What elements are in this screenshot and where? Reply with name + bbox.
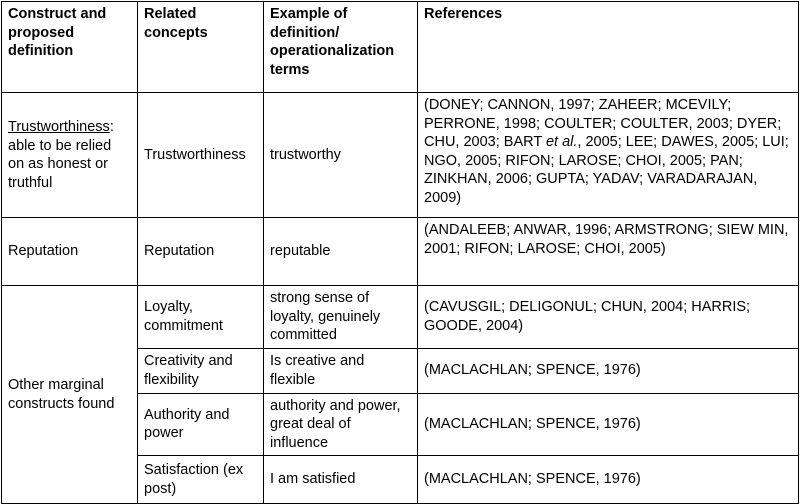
references-cell: (ANDALEEB; ANWAR, 1996; ARMSTRONG; SIEW MIN, 2001; RIFON; LAROSE; CHOI, 2005) bbox=[418, 218, 799, 286]
construct-term: Trustworthiness bbox=[8, 119, 110, 135]
related-cell: Authority and power bbox=[138, 393, 264, 456]
related-cell: Creativity and flexibility bbox=[138, 348, 264, 393]
example-cell: Is creative and flexible bbox=[264, 348, 418, 393]
references-cell: (CAVUSGIL; DELIGONUL; CHUN, 2004; HARRIS; GOODE, 2004) bbox=[418, 286, 799, 349]
construct-cell bbox=[2, 93, 138, 218]
related-cell: Satisfaction (ex post) bbox=[138, 456, 264, 504]
references-cell: (MACLACHLAN; SPENCE, 1976) bbox=[418, 393, 799, 456]
example-cell: reputable bbox=[264, 218, 418, 286]
example-cell: authority and power, great deal of influence bbox=[264, 393, 418, 456]
table-row bbox=[2, 218, 799, 286]
table-row bbox=[2, 93, 799, 218]
related-cell: Trustworthiness bbox=[138, 93, 264, 218]
references-cell: (MACLACHLAN; SPENCE, 1976) bbox=[418, 348, 799, 393]
example-cell: I am satisfied bbox=[264, 456, 418, 504]
references-cell: (MACLACHLAN; SPENCE, 1976) bbox=[418, 456, 799, 504]
example-cell: trustworthy bbox=[264, 93, 418, 218]
header-row bbox=[2, 2, 799, 93]
construct-cell: Other marginal constructs found bbox=[2, 286, 138, 504]
header-references: References bbox=[418, 2, 799, 93]
header-construct: Construct and proposed definition bbox=[2, 2, 138, 93]
example-cell: strong sense of loyalty, genuinely committed bbox=[264, 286, 418, 349]
related-cell: Loyalty, commitment bbox=[138, 286, 264, 349]
construct-definition: : able to be relied on as honest or truthful bbox=[8, 119, 114, 191]
header-example: Example of definition/ operationalization terms bbox=[264, 2, 418, 93]
related-cell: Reputation bbox=[138, 218, 264, 286]
table-row bbox=[2, 286, 799, 349]
references-cell: (DONEY; CANNON, 1997; ZAHEER; MCEVILY; PERRONE, 1998; COULTER; COULTER, 2003; DYER; CHU, 2003; BART et al., 2005; LEE; DAWES, 2005; LUI; NGO, 2005; RIFON; LAROSE; CHOI, 2005; PAN; ZINKHAN, 2006; GUPTA; YADAV; VARADARAJAN, 2009) bbox=[418, 93, 799, 218]
constructs-table bbox=[1, 1, 799, 504]
header-related: Related concepts bbox=[138, 2, 264, 93]
construct-cell: Reputation bbox=[2, 218, 138, 286]
